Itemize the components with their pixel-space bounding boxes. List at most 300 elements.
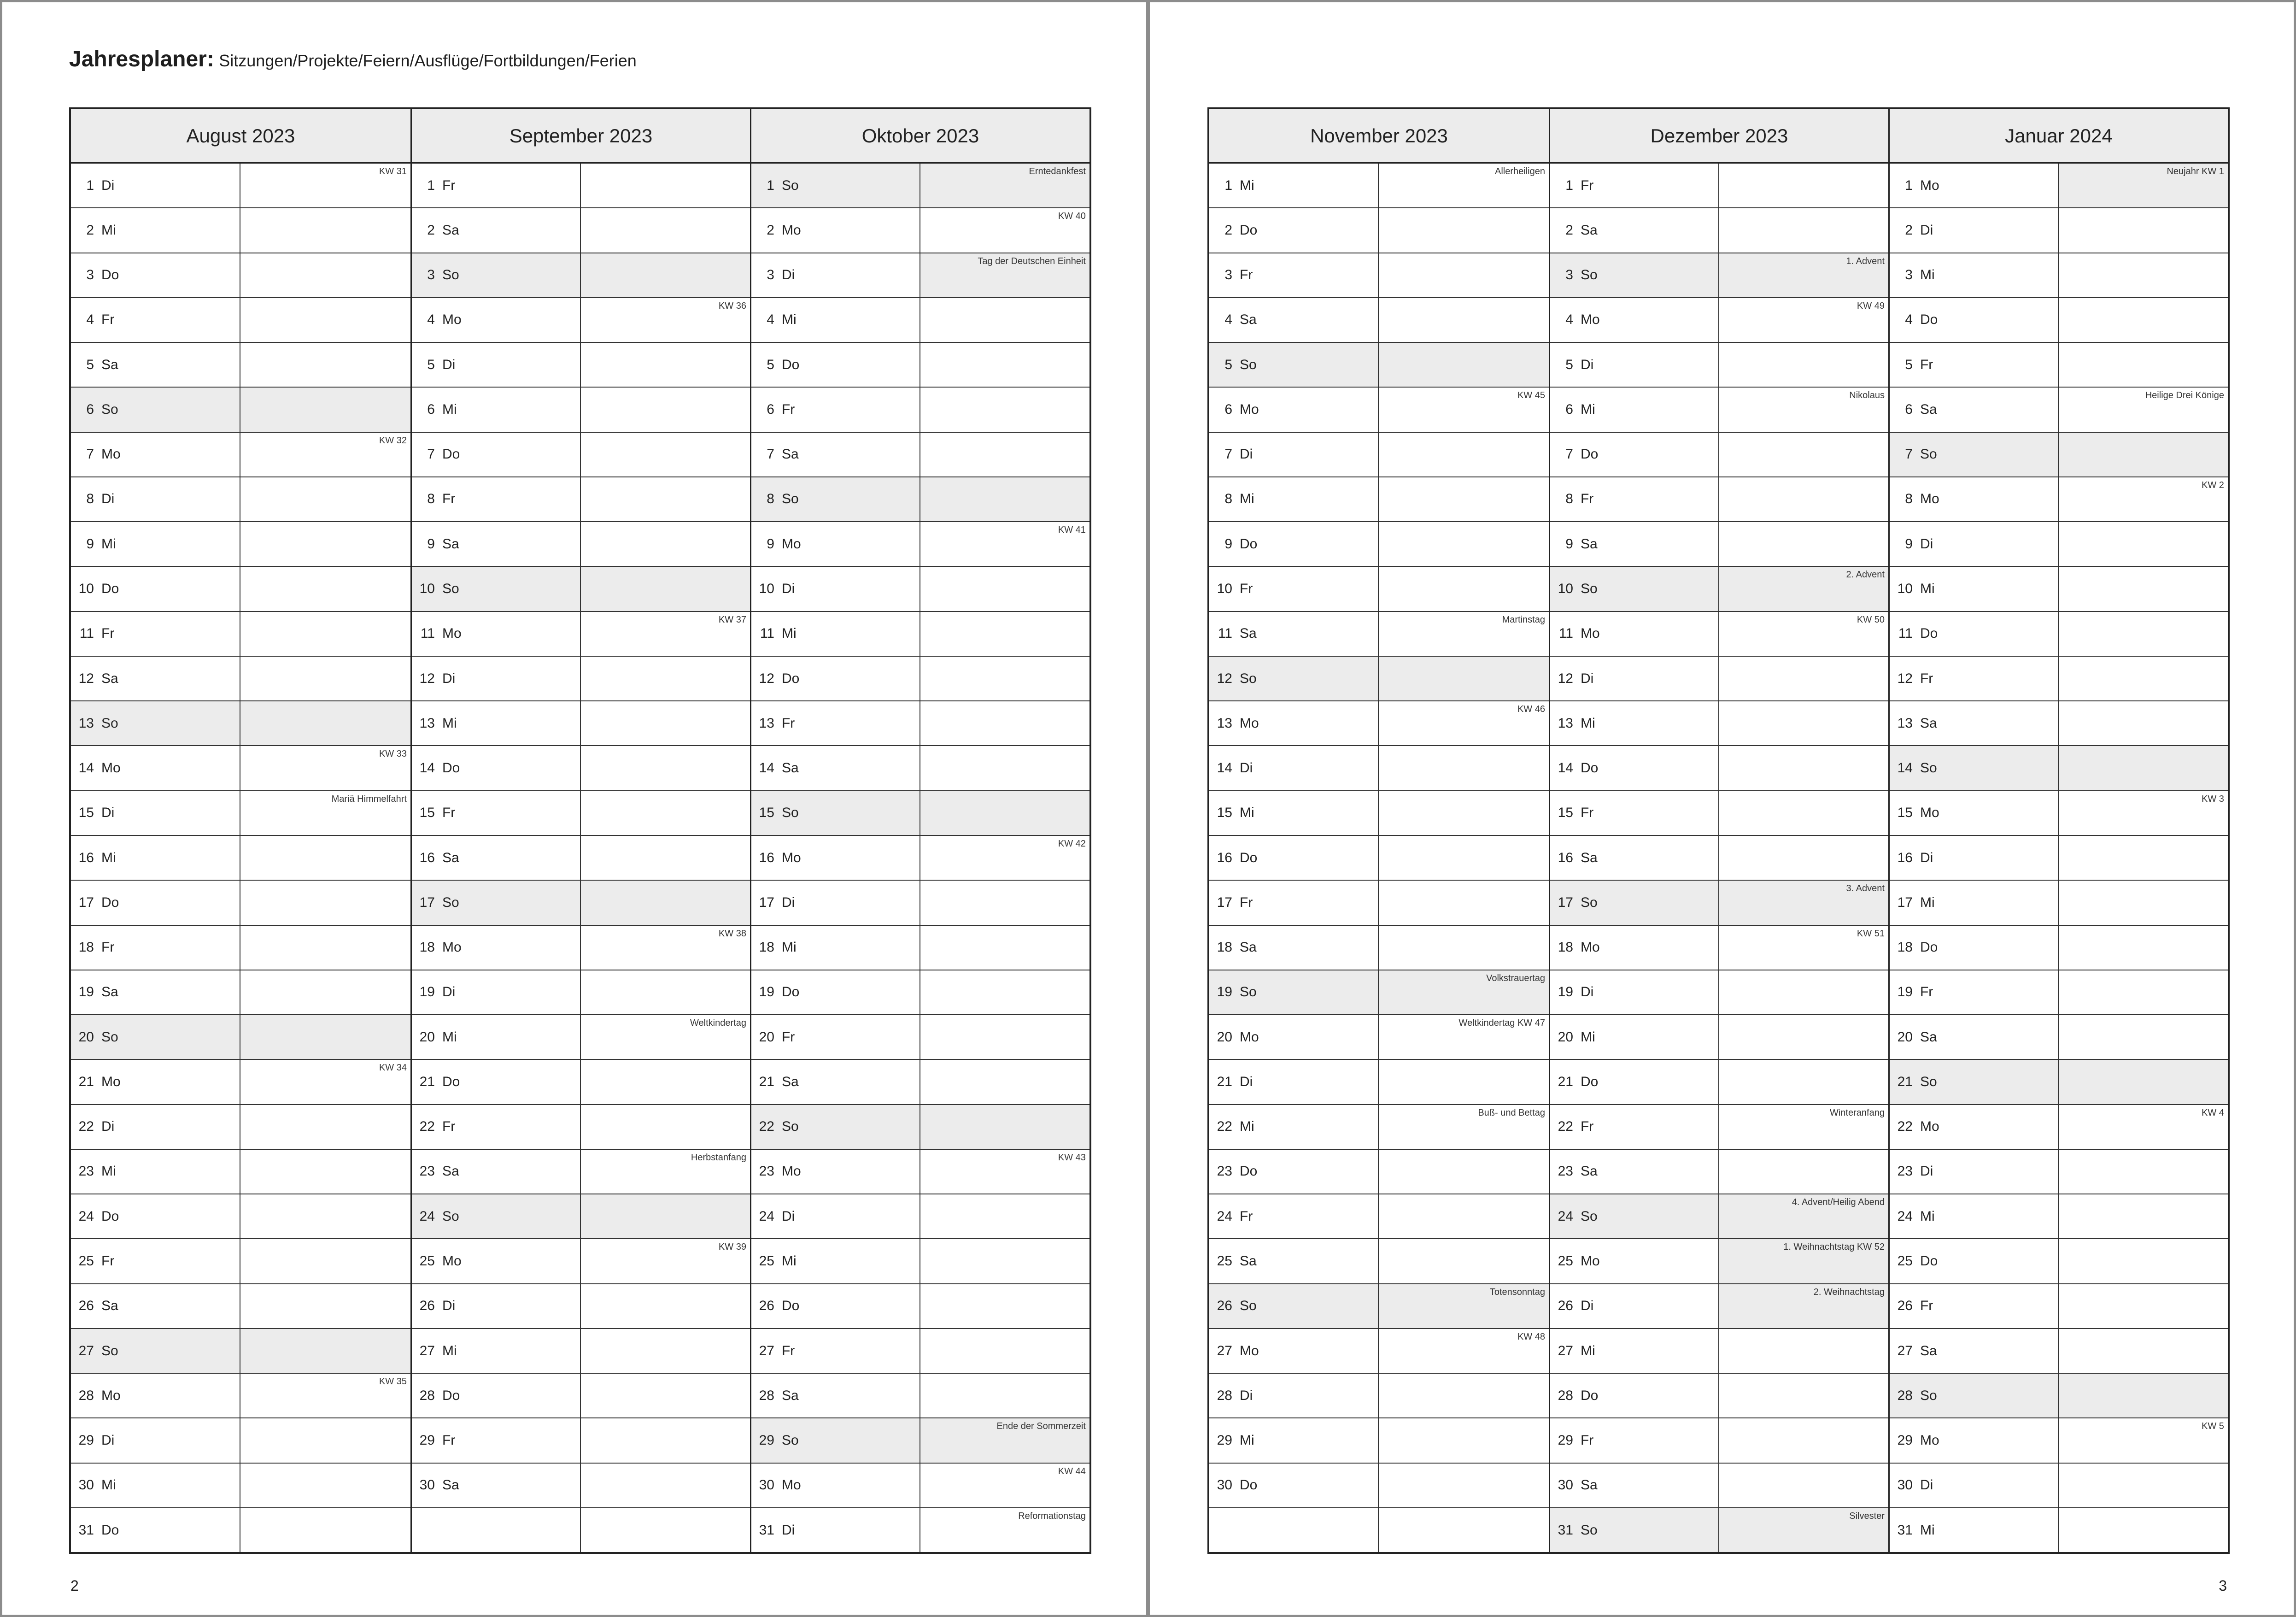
notes-cell[interactable] [581,1329,750,1373]
day-row[interactable] [1890,836,2228,881]
notes-cell[interactable] [1719,926,1888,970]
day-row[interactable] [1209,1239,1549,1284]
notes-cell[interactable] [240,1374,410,1417]
notes-cell[interactable] [240,1060,410,1104]
day-row[interactable] [1550,1508,1888,1552]
day-row[interactable] [1550,1329,1888,1374]
notes-cell[interactable] [2059,836,2228,880]
notes-cell[interactable] [240,926,410,970]
day-row[interactable] [71,522,410,567]
day-row[interactable] [1550,1239,1888,1284]
day-row[interactable] [71,657,410,701]
day-row[interactable] [751,701,1089,746]
notes-cell[interactable] [2059,926,2228,970]
day-row[interactable] [412,970,750,1015]
notes-cell[interactable] [1719,388,1888,431]
day-row[interactable] [71,388,410,432]
notes-cell[interactable] [1379,791,1548,835]
day-row[interactable] [71,1329,410,1374]
notes-cell[interactable] [240,522,410,566]
day-row[interactable] [71,1374,410,1418]
day-row[interactable] [1550,522,1888,567]
day-row[interactable] [751,1464,1089,1508]
notes-cell[interactable] [920,433,1089,476]
day-row[interactable] [412,1374,750,1418]
notes-cell[interactable] [240,208,410,252]
notes-cell[interactable] [240,1150,410,1194]
notes-cell[interactable] [1719,1015,1888,1059]
notes-cell[interactable] [2059,298,2228,342]
day-row[interactable] [71,836,410,881]
day-row[interactable] [412,1239,750,1284]
notes-cell[interactable] [1379,208,1548,252]
day-row[interactable] [1209,657,1549,701]
day-row[interactable] [1550,208,1888,253]
notes-cell[interactable] [2059,1150,2228,1194]
notes-cell[interactable] [581,567,750,611]
day-row[interactable] [1209,1060,1549,1105]
notes-cell[interactable] [581,343,750,387]
day-row[interactable] [1890,1329,2228,1374]
notes-cell[interactable] [2059,1374,2228,1417]
notes-cell[interactable] [1379,388,1548,431]
day-row[interactable] [412,164,750,208]
day-row[interactable] [1890,1194,2228,1239]
day-row[interactable] [1890,164,2228,208]
day-row[interactable] [1550,612,1888,657]
notes-cell[interactable] [920,164,1089,207]
day-row[interactable] [412,881,750,925]
notes-cell[interactable] [1719,164,1888,207]
notes-cell[interactable] [1379,1464,1548,1507]
day-row[interactable] [751,970,1089,1015]
notes-cell[interactable] [920,477,1089,521]
notes-cell[interactable] [920,1194,1089,1238]
notes-cell[interactable] [581,836,750,880]
notes-cell[interactable] [920,746,1089,790]
notes-cell[interactable] [920,1060,1089,1104]
day-row[interactable] [1890,298,2228,343]
day-row[interactable] [412,746,750,791]
day-row[interactable] [751,746,1089,791]
day-row[interactable] [1550,1464,1888,1508]
notes-cell[interactable] [581,1150,750,1194]
notes-cell[interactable] [920,522,1089,566]
day-row[interactable] [1890,657,2228,701]
notes-cell[interactable] [2059,1060,2228,1104]
notes-cell[interactable] [1719,1105,1888,1149]
notes-cell[interactable] [240,1015,410,1059]
day-row[interactable] [71,164,410,208]
day-row[interactable] [412,388,750,432]
notes-cell[interactable] [1379,1105,1548,1149]
day-row[interactable] [412,1418,750,1463]
day-row[interactable] [751,1418,1089,1463]
day-row[interactable] [71,1194,410,1239]
day-row[interactable] [412,433,750,477]
notes-cell[interactable] [1379,970,1548,1014]
day-row[interactable] [751,298,1089,343]
notes-cell[interactable] [581,1418,750,1462]
notes-cell[interactable] [2059,1239,2228,1283]
day-row[interactable] [1550,477,1888,522]
day-row[interactable] [1890,1060,2228,1105]
day-row[interactable] [71,1239,410,1284]
day-row[interactable] [751,926,1089,970]
notes-cell[interactable] [1719,1374,1888,1417]
day-row[interactable] [751,343,1089,388]
day-row[interactable] [1209,477,1549,522]
notes-cell[interactable] [581,881,750,924]
notes-cell[interactable] [920,612,1089,656]
day-row[interactable] [1550,701,1888,746]
day-row[interactable] [1550,1194,1888,1239]
notes-cell[interactable] [920,881,1089,924]
notes-cell[interactable] [920,298,1089,342]
day-row[interactable] [1550,1418,1888,1463]
notes-cell[interactable] [1379,1194,1548,1238]
day-row[interactable] [751,881,1089,925]
day-row[interactable] [1550,298,1888,343]
notes-cell[interactable] [581,1015,750,1059]
notes-cell[interactable] [920,388,1089,431]
notes-cell[interactable] [1379,343,1548,387]
day-row[interactable] [751,1060,1089,1105]
day-row[interactable] [412,298,750,343]
notes-cell[interactable] [1379,926,1548,970]
notes-cell[interactable] [1719,612,1888,656]
day-row[interactable] [71,208,410,253]
day-row[interactable] [1550,746,1888,791]
day-row[interactable] [1890,1015,2228,1060]
notes-cell[interactable] [240,388,410,431]
notes-cell[interactable] [1379,1508,1548,1552]
day-row[interactable] [71,567,410,612]
day-row[interactable] [751,208,1089,253]
day-row[interactable] [412,1150,750,1194]
notes-cell[interactable] [2059,1015,2228,1059]
day-row[interactable] [1890,343,2228,388]
notes-cell[interactable] [240,657,410,700]
notes-cell[interactable] [2059,208,2228,252]
notes-cell[interactable] [2059,1508,2228,1552]
notes-cell[interactable] [1719,433,1888,476]
day-row[interactable] [751,612,1089,657]
notes-cell[interactable] [581,1060,750,1104]
notes-cell[interactable] [920,1374,1089,1417]
day-row[interactable] [412,1194,750,1239]
notes-cell[interactable] [240,1329,410,1373]
day-row[interactable] [751,522,1089,567]
notes-cell[interactable] [1719,522,1888,566]
day-row[interactable] [1209,1418,1549,1463]
day-row[interactable] [1550,970,1888,1015]
day-row[interactable] [1209,1015,1549,1060]
day-row[interactable] [1209,836,1549,881]
notes-cell[interactable] [581,791,750,835]
day-row[interactable] [71,1105,410,1150]
day-row[interactable] [1209,253,1549,298]
notes-cell[interactable] [1719,746,1888,790]
day-row[interactable] [1209,298,1549,343]
day-row[interactable] [1209,343,1549,388]
day-row[interactable] [1209,522,1549,567]
notes-cell[interactable] [2059,1284,2228,1328]
day-row[interactable] [412,701,750,746]
day-row[interactable] [1550,343,1888,388]
notes-cell[interactable] [1379,477,1548,521]
day-row[interactable] [412,477,750,522]
day-row[interactable] [1209,612,1549,657]
day-row[interactable] [1209,1194,1549,1239]
day-row[interactable] [1209,1150,1549,1194]
day-row[interactable] [412,253,750,298]
day-row[interactable] [1890,881,2228,925]
notes-cell[interactable] [1379,433,1548,476]
day-row[interactable] [71,298,410,343]
notes-cell[interactable] [581,208,750,252]
day-row[interactable] [412,836,750,881]
notes-cell[interactable] [1379,1239,1548,1283]
day-row[interactable] [1550,836,1888,881]
day-row[interactable] [751,1329,1089,1374]
day-row[interactable] [1209,1464,1549,1508]
day-row[interactable] [751,1015,1089,1060]
notes-cell[interactable] [920,253,1089,297]
notes-cell[interactable] [2059,477,2228,521]
notes-cell[interactable] [2059,1194,2228,1238]
notes-cell[interactable] [1379,1060,1548,1104]
notes-cell[interactable] [920,343,1089,387]
notes-cell[interactable] [2059,791,2228,835]
day-row[interactable] [1209,208,1549,253]
notes-cell[interactable] [240,746,410,790]
day-row[interactable] [751,1194,1089,1239]
notes-cell[interactable] [1719,1418,1888,1462]
notes-cell[interactable] [920,970,1089,1014]
notes-cell[interactable] [2059,433,2228,476]
day-row[interactable] [412,612,750,657]
notes-cell[interactable] [240,567,410,611]
day-row[interactable] [71,791,410,836]
notes-cell[interactable] [1719,701,1888,745]
day-row[interactable] [71,970,410,1015]
notes-cell[interactable] [581,1508,750,1552]
notes-cell[interactable] [2059,1329,2228,1373]
notes-cell[interactable] [1379,612,1548,656]
notes-cell[interactable] [240,1194,410,1238]
notes-cell[interactable] [920,1329,1089,1373]
day-row[interactable] [412,208,750,253]
day-row[interactable] [1550,567,1888,612]
day-row[interactable] [71,1060,410,1105]
notes-cell[interactable] [240,612,410,656]
day-row[interactable] [1550,881,1888,925]
day-row[interactable] [412,1329,750,1374]
day-row[interactable] [1209,1105,1549,1150]
notes-cell[interactable] [1719,1060,1888,1104]
day-row[interactable] [1209,567,1549,612]
day-row[interactable] [1550,1284,1888,1329]
notes-cell[interactable] [920,1015,1089,1059]
notes-cell[interactable] [1719,298,1888,342]
day-row[interactable] [412,926,750,970]
day-row[interactable] [71,253,410,298]
day-row[interactable] [71,1418,410,1463]
day-row[interactable] [751,836,1089,881]
notes-cell[interactable] [1719,477,1888,521]
notes-cell[interactable] [1379,1374,1548,1417]
notes-cell[interactable] [1719,208,1888,252]
day-row[interactable] [1890,1508,2228,1552]
notes-cell[interactable] [920,1239,1089,1283]
day-row[interactable] [1550,1105,1888,1150]
day-row[interactable] [1890,1464,2228,1508]
day-row[interactable] [1890,1105,2228,1150]
notes-cell[interactable] [1379,298,1548,342]
day-row[interactable] [1550,1060,1888,1105]
day-row[interactable] [1209,970,1549,1015]
day-row[interactable] [751,388,1089,432]
notes-cell[interactable] [2059,253,2228,297]
notes-cell[interactable] [240,1105,410,1149]
day-row[interactable] [1890,612,2228,657]
day-row[interactable] [1550,433,1888,477]
notes-cell[interactable] [581,522,750,566]
notes-cell[interactable] [1719,791,1888,835]
day-row[interactable] [412,522,750,567]
notes-cell[interactable] [581,1374,750,1417]
notes-cell[interactable] [240,477,410,521]
day-row[interactable] [751,1508,1089,1552]
notes-cell[interactable] [2059,612,2228,656]
day-row[interactable] [1550,657,1888,701]
notes-cell[interactable] [2059,1464,2228,1507]
day-row[interactable] [71,1464,410,1508]
notes-cell[interactable] [581,388,750,431]
day-row[interactable] [1209,164,1549,208]
notes-cell[interactable] [920,567,1089,611]
day-row[interactable] [412,1284,750,1329]
notes-cell[interactable] [2059,1418,2228,1462]
day-row[interactable] [1890,567,2228,612]
day-row[interactable] [751,433,1089,477]
notes-cell[interactable] [240,701,410,745]
day-row[interactable] [71,343,410,388]
notes-cell[interactable] [2059,343,2228,387]
notes-cell[interactable] [920,1284,1089,1328]
notes-cell[interactable] [1379,746,1548,790]
day-row[interactable] [412,1508,750,1552]
day-row[interactable] [1209,1284,1549,1329]
day-row[interactable] [1890,1150,2228,1194]
notes-cell[interactable] [2059,746,2228,790]
day-row[interactable] [412,791,750,836]
notes-cell[interactable] [1719,657,1888,700]
day-row[interactable] [751,1105,1089,1150]
notes-cell[interactable] [920,701,1089,745]
notes-cell[interactable] [1379,567,1548,611]
day-row[interactable] [751,657,1089,701]
day-row[interactable] [71,701,410,746]
day-row[interactable] [1890,1239,2228,1284]
notes-cell[interactable] [240,1418,410,1462]
notes-cell[interactable] [1379,657,1548,700]
notes-cell[interactable] [581,164,750,207]
notes-cell[interactable] [240,164,410,207]
day-row[interactable] [1890,433,2228,477]
day-row[interactable] [1890,1418,2228,1463]
notes-cell[interactable] [581,433,750,476]
day-row[interactable] [751,1284,1089,1329]
notes-cell[interactable] [2059,1105,2228,1149]
day-row[interactable] [1209,1374,1549,1418]
notes-cell[interactable] [2059,164,2228,207]
notes-cell[interactable] [920,657,1089,700]
notes-cell[interactable] [1719,1194,1888,1238]
notes-cell[interactable] [1379,701,1548,745]
day-row[interactable] [1209,433,1549,477]
notes-cell[interactable] [240,298,410,342]
notes-cell[interactable] [1719,1464,1888,1507]
day-row[interactable] [1209,388,1549,432]
day-row[interactable] [412,1015,750,1060]
notes-cell[interactable] [581,477,750,521]
notes-cell[interactable] [581,253,750,297]
notes-cell[interactable] [1719,836,1888,880]
notes-cell[interactable] [240,791,410,835]
notes-cell[interactable] [1379,1418,1548,1462]
day-row[interactable] [71,881,410,925]
day-row[interactable] [1550,926,1888,970]
day-row[interactable] [1550,791,1888,836]
notes-cell[interactable] [581,657,750,700]
notes-cell[interactable] [1379,1150,1548,1194]
day-row[interactable] [751,1150,1089,1194]
day-row[interactable] [1890,208,2228,253]
notes-cell[interactable] [1719,1239,1888,1283]
notes-cell[interactable] [240,836,410,880]
notes-cell[interactable] [1719,881,1888,924]
day-row[interactable] [1209,881,1549,925]
notes-cell[interactable] [920,926,1089,970]
notes-cell[interactable] [920,791,1089,835]
day-row[interactable] [1550,388,1888,432]
notes-cell[interactable] [581,1239,750,1283]
notes-cell[interactable] [240,1508,410,1552]
notes-cell[interactable] [1719,1508,1888,1552]
notes-cell[interactable] [240,433,410,476]
day-row[interactable] [71,1150,410,1194]
day-row[interactable] [751,1374,1089,1418]
day-row[interactable] [1550,1374,1888,1418]
notes-cell[interactable] [1379,164,1548,207]
notes-cell[interactable] [2059,388,2228,431]
day-row[interactable] [1890,477,2228,522]
notes-cell[interactable] [1719,343,1888,387]
day-row[interactable] [71,1508,410,1552]
day-row[interactable] [1890,701,2228,746]
day-row[interactable] [71,926,410,970]
notes-cell[interactable] [2059,657,2228,700]
day-row[interactable] [71,746,410,791]
notes-cell[interactable] [2059,970,2228,1014]
notes-cell[interactable] [920,1508,1089,1552]
day-row[interactable] [412,1464,750,1508]
day-row[interactable] [751,164,1089,208]
day-row[interactable] [71,433,410,477]
notes-cell[interactable] [240,253,410,297]
